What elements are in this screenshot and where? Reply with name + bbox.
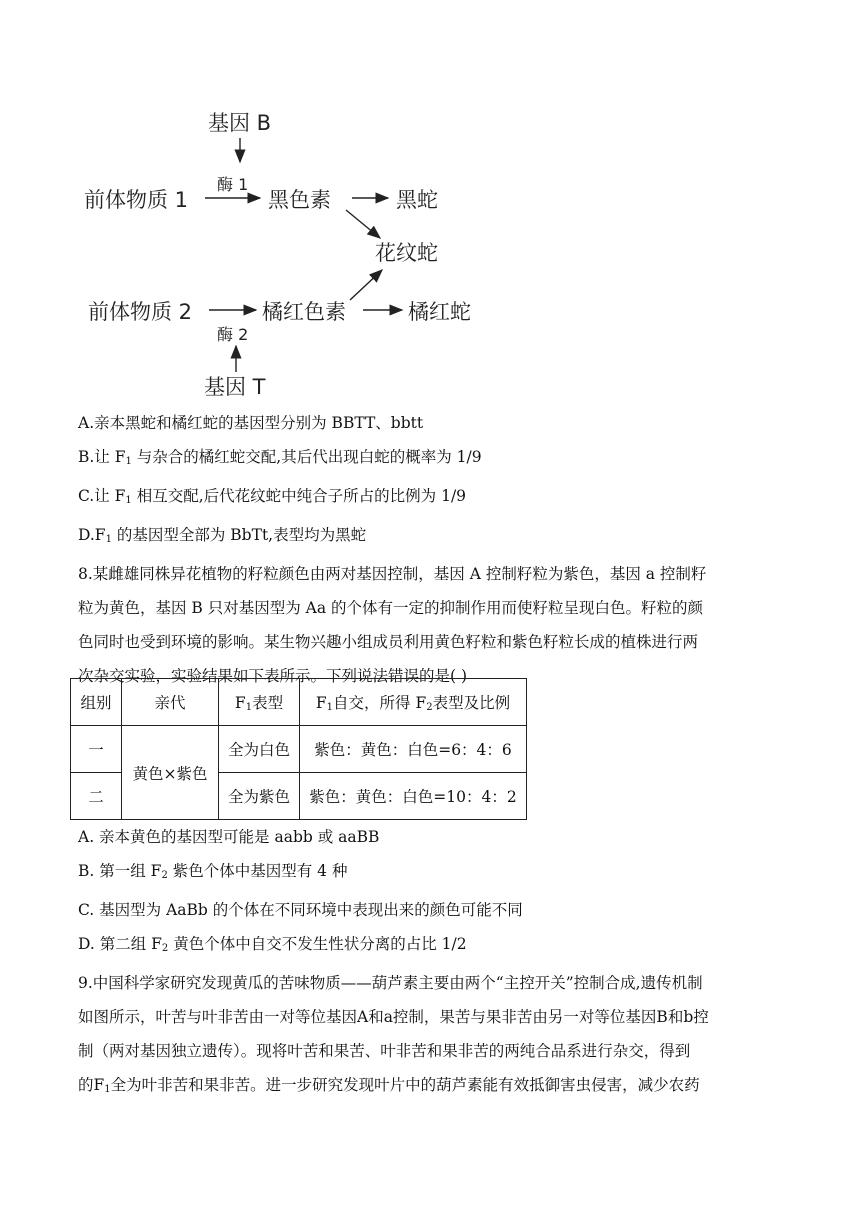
q8-header-f2 xyxy=(300,679,527,726)
q8-header-f1-post: 表型 xyxy=(252,694,284,712)
q8-table-header xyxy=(71,679,527,726)
gene-t-label: 基因 T xyxy=(204,375,266,399)
q8-option-d-pre: D. 第二组 F xyxy=(78,935,162,953)
gene-b-label: 基因 B xyxy=(208,111,272,135)
q8-row1-group: 一 xyxy=(71,726,122,773)
q7-options xyxy=(78,406,778,693)
q8-parent-cell: 黄色×紫色 xyxy=(122,726,219,820)
q9-line-4 xyxy=(78,1068,778,1107)
enzyme-1-label: 酶 1 xyxy=(217,175,249,194)
q8-table xyxy=(70,678,527,820)
black-snake-label: 黑蛇 xyxy=(396,188,438,212)
q7-option-d xyxy=(78,518,778,557)
q8-option-a: A. 亲本黄色的基因型可能是 aabb 或 aaBB xyxy=(78,828,380,846)
q9-line-1: 9.中国科学家研究发现黄瓜的苦味物质——葫芦素主要由两个“主控开关”控制合成,遗传机制 xyxy=(78,974,703,992)
q8-row2-f2: 紫色：黄色：白色=10：4：2 xyxy=(300,773,527,820)
pathway-diagram-svg xyxy=(70,100,510,410)
q7-option-b-sub: 1 xyxy=(125,456,132,467)
q8-option-d-post: 黄色个体中自交不发生性状分离的占比 1/2 xyxy=(168,935,467,953)
q8-header-f2-a: F xyxy=(315,694,327,712)
precursor-2-label: 前体物质 2 xyxy=(88,300,193,324)
q8-header-f2-a-sub: 1 xyxy=(326,702,334,713)
q8-option-d-sub: 2 xyxy=(161,943,169,954)
q9-line-4-post: 全为叶非苦和果非苦。进一步研究发现叶片中的葫芦素能有效抵御害虫侵害，减少农药 xyxy=(110,1076,700,1094)
q7-option-c xyxy=(78,479,778,518)
orange-snake-label: 橘红蛇 xyxy=(408,300,471,324)
q7-option-b-post: 与杂合的橘红蛇交配,其后代出现白蛇的概率为 1/9 xyxy=(131,448,482,466)
q8-row2-f1: 全为紫色 xyxy=(219,773,300,820)
q7-option-d-sub: 1 xyxy=(105,534,112,545)
q8-header-f2-c: 表型及比例 xyxy=(432,694,511,712)
melanin-label: 黑色素 xyxy=(268,188,331,212)
q7-option-a: A.亲本黑蛇和橘红蛇的基因型分别为 BBTT、bbtt xyxy=(78,414,424,432)
q8-stem-line-2: 粒为黄色，基因 B 只对基因型为 Aa 的个体有一定的抑制作用而使籽粒呈现白色。籽粒的颜 xyxy=(78,599,704,617)
q8-options-and-q9 xyxy=(78,820,778,1107)
q8-option-b xyxy=(78,854,778,893)
q7-option-b-pre: B.让 F xyxy=(78,448,126,466)
q8-stem-line-1: 8.某雌雄同株异花植物的籽粒颜色由两对基因控制，基因 A 控制籽粒为紫色，基因 a 控制籽 xyxy=(78,565,707,583)
q8-header-f2-b: 自交，所得 F xyxy=(333,694,427,712)
enzyme-2-label: 酶 2 xyxy=(217,325,249,344)
q8-header-f2-b-sub: 2 xyxy=(426,702,433,713)
q8-option-b-post: 紫色个体中基因型有 4 种 xyxy=(167,862,348,880)
q8-header-f1-sub: 1 xyxy=(245,702,253,713)
q9-line-3: 制（两对基因独立遗传）。现将叶苦和果苦、叶非苦和果非苦的两纯合品系进行杂交，得到 xyxy=(78,1042,691,1060)
q9-line-4-sub: 1 xyxy=(104,1084,111,1095)
orange-to-patterned-arrow xyxy=(350,270,382,300)
patterned-snake-label: 花纹蛇 xyxy=(375,241,438,265)
q9-line-2: 如图所示，叶苦与叶非苦由一对等位基因A和a控制，果苦与果非苦由另一对等位基因B和b控 xyxy=(78,1008,709,1026)
q8-option-c: C. 基因型为 AaBb 的个体在不同环境中表现出来的颜色可能不同 xyxy=(78,901,523,919)
melanin-to-patterned-arrow xyxy=(346,210,380,238)
q8-header-group: 组别 xyxy=(71,679,122,726)
q8-row1-f1: 全为白色 xyxy=(219,726,300,773)
q8-header-f1-pre: F xyxy=(234,694,246,712)
q7-option-b xyxy=(78,440,778,479)
q9-line-4-pre: 的F xyxy=(78,1076,105,1094)
q8-option-d xyxy=(78,927,778,966)
q8-header-parent: 亲代 xyxy=(122,679,219,726)
q7-option-c-sub: 1 xyxy=(125,495,132,506)
q8-stem-line-4: 次杂交实验，实验结果如下表所示。下列说法错误的是( ) xyxy=(78,667,468,685)
q8-option-b-sub: 2 xyxy=(161,870,168,881)
precursor-1-label: 前体物质 1 xyxy=(84,188,189,212)
table-row xyxy=(71,726,527,773)
q8-option-b-pre: B. 第一组 F xyxy=(78,862,162,880)
pathway-diagram xyxy=(70,100,510,410)
q8-stem-line-3: 色同时也受到环境的影响。某生物兴趣小组成员利用黄色籽粒和紫色籽粒长成的植株进行两 xyxy=(78,633,699,651)
q7-option-c-post: 相互交配,后代花纹蛇中纯合子所占的比例为 1/9 xyxy=(131,487,467,505)
q8-row2-group: 二 xyxy=(71,773,122,820)
q7-option-c-pre: C.让 F xyxy=(78,487,126,505)
orange-pigment-label: 橘红色素 xyxy=(262,300,346,324)
q7-option-d-post: 的基因型全部为 BbTt,表型均为黑蛇 xyxy=(111,526,367,544)
q7-option-d-pre: D.F xyxy=(78,526,106,544)
q8-row1-f2: 紫色：黄色：白色=6：4：6 xyxy=(300,726,527,773)
q8-header-f1 xyxy=(219,679,300,726)
